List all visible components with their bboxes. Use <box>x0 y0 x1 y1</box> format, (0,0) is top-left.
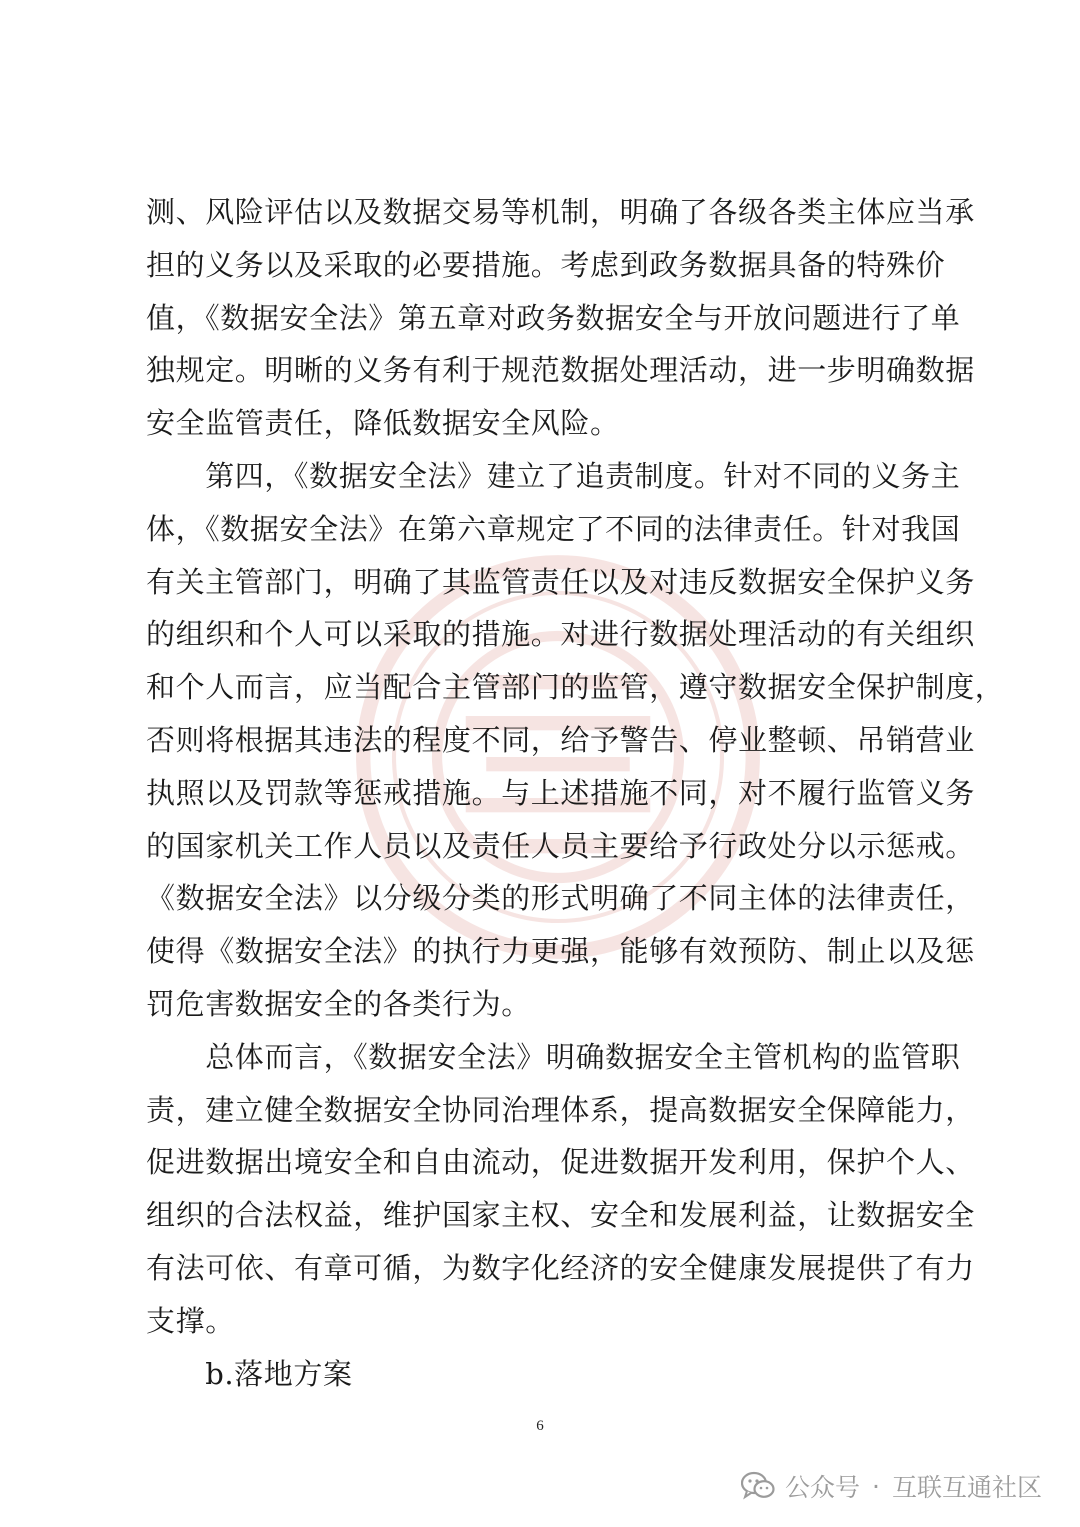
text-line: 安全监管责任，降低数据安全风险。 <box>146 406 620 441</box>
text-line: 支撑。 <box>146 1303 235 1338</box>
footer-separator: · <box>872 1471 880 1501</box>
text-line: 有关主管部门，明确了其监管责任以及对违反数据安全保护义务 <box>146 564 975 599</box>
text-line: 独规定。明晰的义务有利于规范数据处理活动，进一步明确数据 <box>146 353 975 388</box>
body-text <box>146 186 1005 1400</box>
text-line: 否则将根据其违法的程度不同，给予警告、停业整顿、吊销营业 <box>146 722 975 757</box>
footer-brand-name: 互联互通社区 <box>891 1473 1042 1502</box>
text-line: 使得《数据安全法》的执行力更强，能够有效预防、制止以及惩 <box>146 934 975 969</box>
text-line: 执照以及罚款等惩戒措施。与上述措施不同，对不履行监管义务 <box>146 775 975 810</box>
text-line: 体，《数据安全法》在第六章规定了不同的法律责任。针对我国 <box>146 511 961 546</box>
wechat-icon <box>741 1471 775 1501</box>
text-line: 的国家机关工作人员以及责任人员主要给予行政处分以示惩戒。 <box>146 828 975 863</box>
text-line: 责，建立健全数据安全协同治理体系，提高数据安全保障能力， <box>146 1092 975 1127</box>
text-line: 促进数据出境安全和自由流动，促进数据开发利用，保护个人、 <box>146 1145 975 1180</box>
text-line: 和个人而言，应当配合主管部门的监管，遵守数据安全保护制度， <box>146 670 1005 705</box>
text-line: 总体而言，《数据安全法》明确数据安全主管机构的监管职 <box>146 1039 961 1074</box>
footer-brand[interactable] <box>741 1464 1042 1508</box>
text-line: 值，《数据安全法》第五章对政务数据安全与开放问题进行了单 <box>146 300 961 335</box>
text-line: 第四，《数据安全法》建立了追责制度。针对不同的义务主 <box>146 458 961 493</box>
text-line: 的组织和个人可以采取的措施。对进行数据处理活动的有关组织 <box>146 617 975 652</box>
text-line: 测、风险评估以及数据交易等机制，明确了各级各类主体应当承 <box>146 195 975 229</box>
text-line: 组织的合法权益，维护国家主权、安全和发展利益，让数据安全 <box>146 1198 975 1233</box>
text-line: 罚危害数据安全的各类行为。 <box>146 986 531 1021</box>
page-number: 6 <box>536 1418 544 1434</box>
text-line: 《数据安全法》以分级分类的形式明确了不同主体的法律责任， <box>146 881 975 916</box>
footer-brand-prefix: 公众号 <box>785 1473 861 1502</box>
text-line: 担的义务以及采取的必要措施。考虑到政务数据具备的特殊价 <box>146 247 946 282</box>
section-heading: b.落地方案 <box>146 1356 353 1391</box>
text-line: 有法可依、有章可循，为数字化经济的安全健康发展提供了有力 <box>146 1250 975 1285</box>
